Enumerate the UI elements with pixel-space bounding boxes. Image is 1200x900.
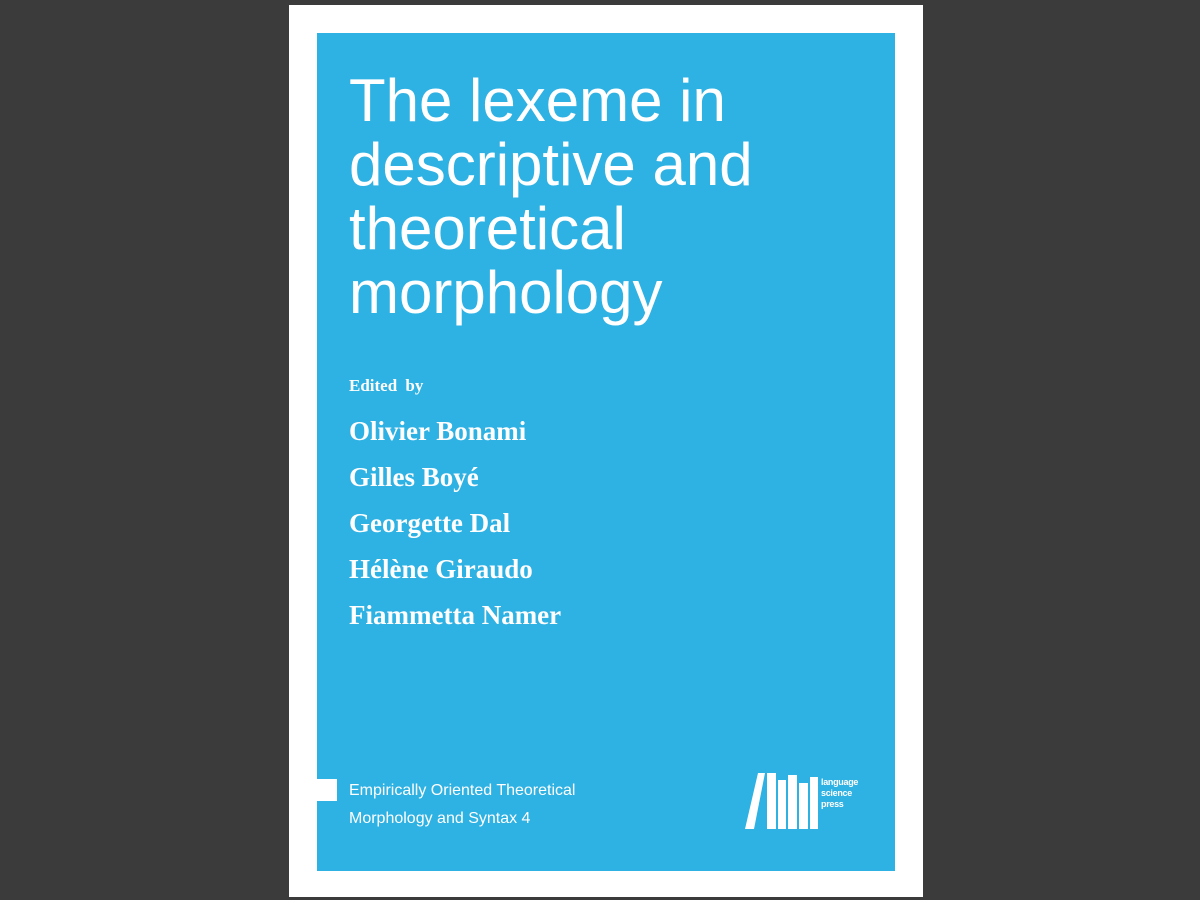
series-marker — [317, 779, 337, 801]
book-cover — [317, 33, 895, 871]
title-line: The lexeme in — [349, 67, 726, 134]
book-title — [349, 69, 869, 325]
series-line: Empirically Oriented Theoretical — [349, 782, 576, 799]
series-line: Morphology and Syntax 4 — [349, 810, 531, 827]
pdf-page — [289, 5, 923, 897]
editor-name: Olivier Bonami — [349, 416, 527, 446]
publisher-name-line: language — [821, 777, 859, 787]
series-name — [349, 777, 575, 833]
title-line: morphology — [349, 259, 663, 326]
publisher-logo — [745, 771, 875, 833]
books-shelf-icon — [745, 771, 821, 833]
edited-by-label: Edited by — [349, 376, 424, 395]
title-line: theoretical — [349, 195, 626, 262]
publisher-name-line: science — [821, 788, 852, 798]
editor-name: Fiammetta Namer — [349, 600, 562, 630]
editor-name: Gilles Boyé — [349, 462, 479, 492]
title-line: descriptive and — [349, 131, 753, 198]
editor-name: Georgette Dal — [349, 508, 511, 538]
editors-list — [349, 408, 561, 638]
publisher-name — [821, 777, 858, 810]
editor-name: Hélène Giraudo — [349, 554, 533, 584]
publisher-name-line: press — [821, 799, 844, 809]
